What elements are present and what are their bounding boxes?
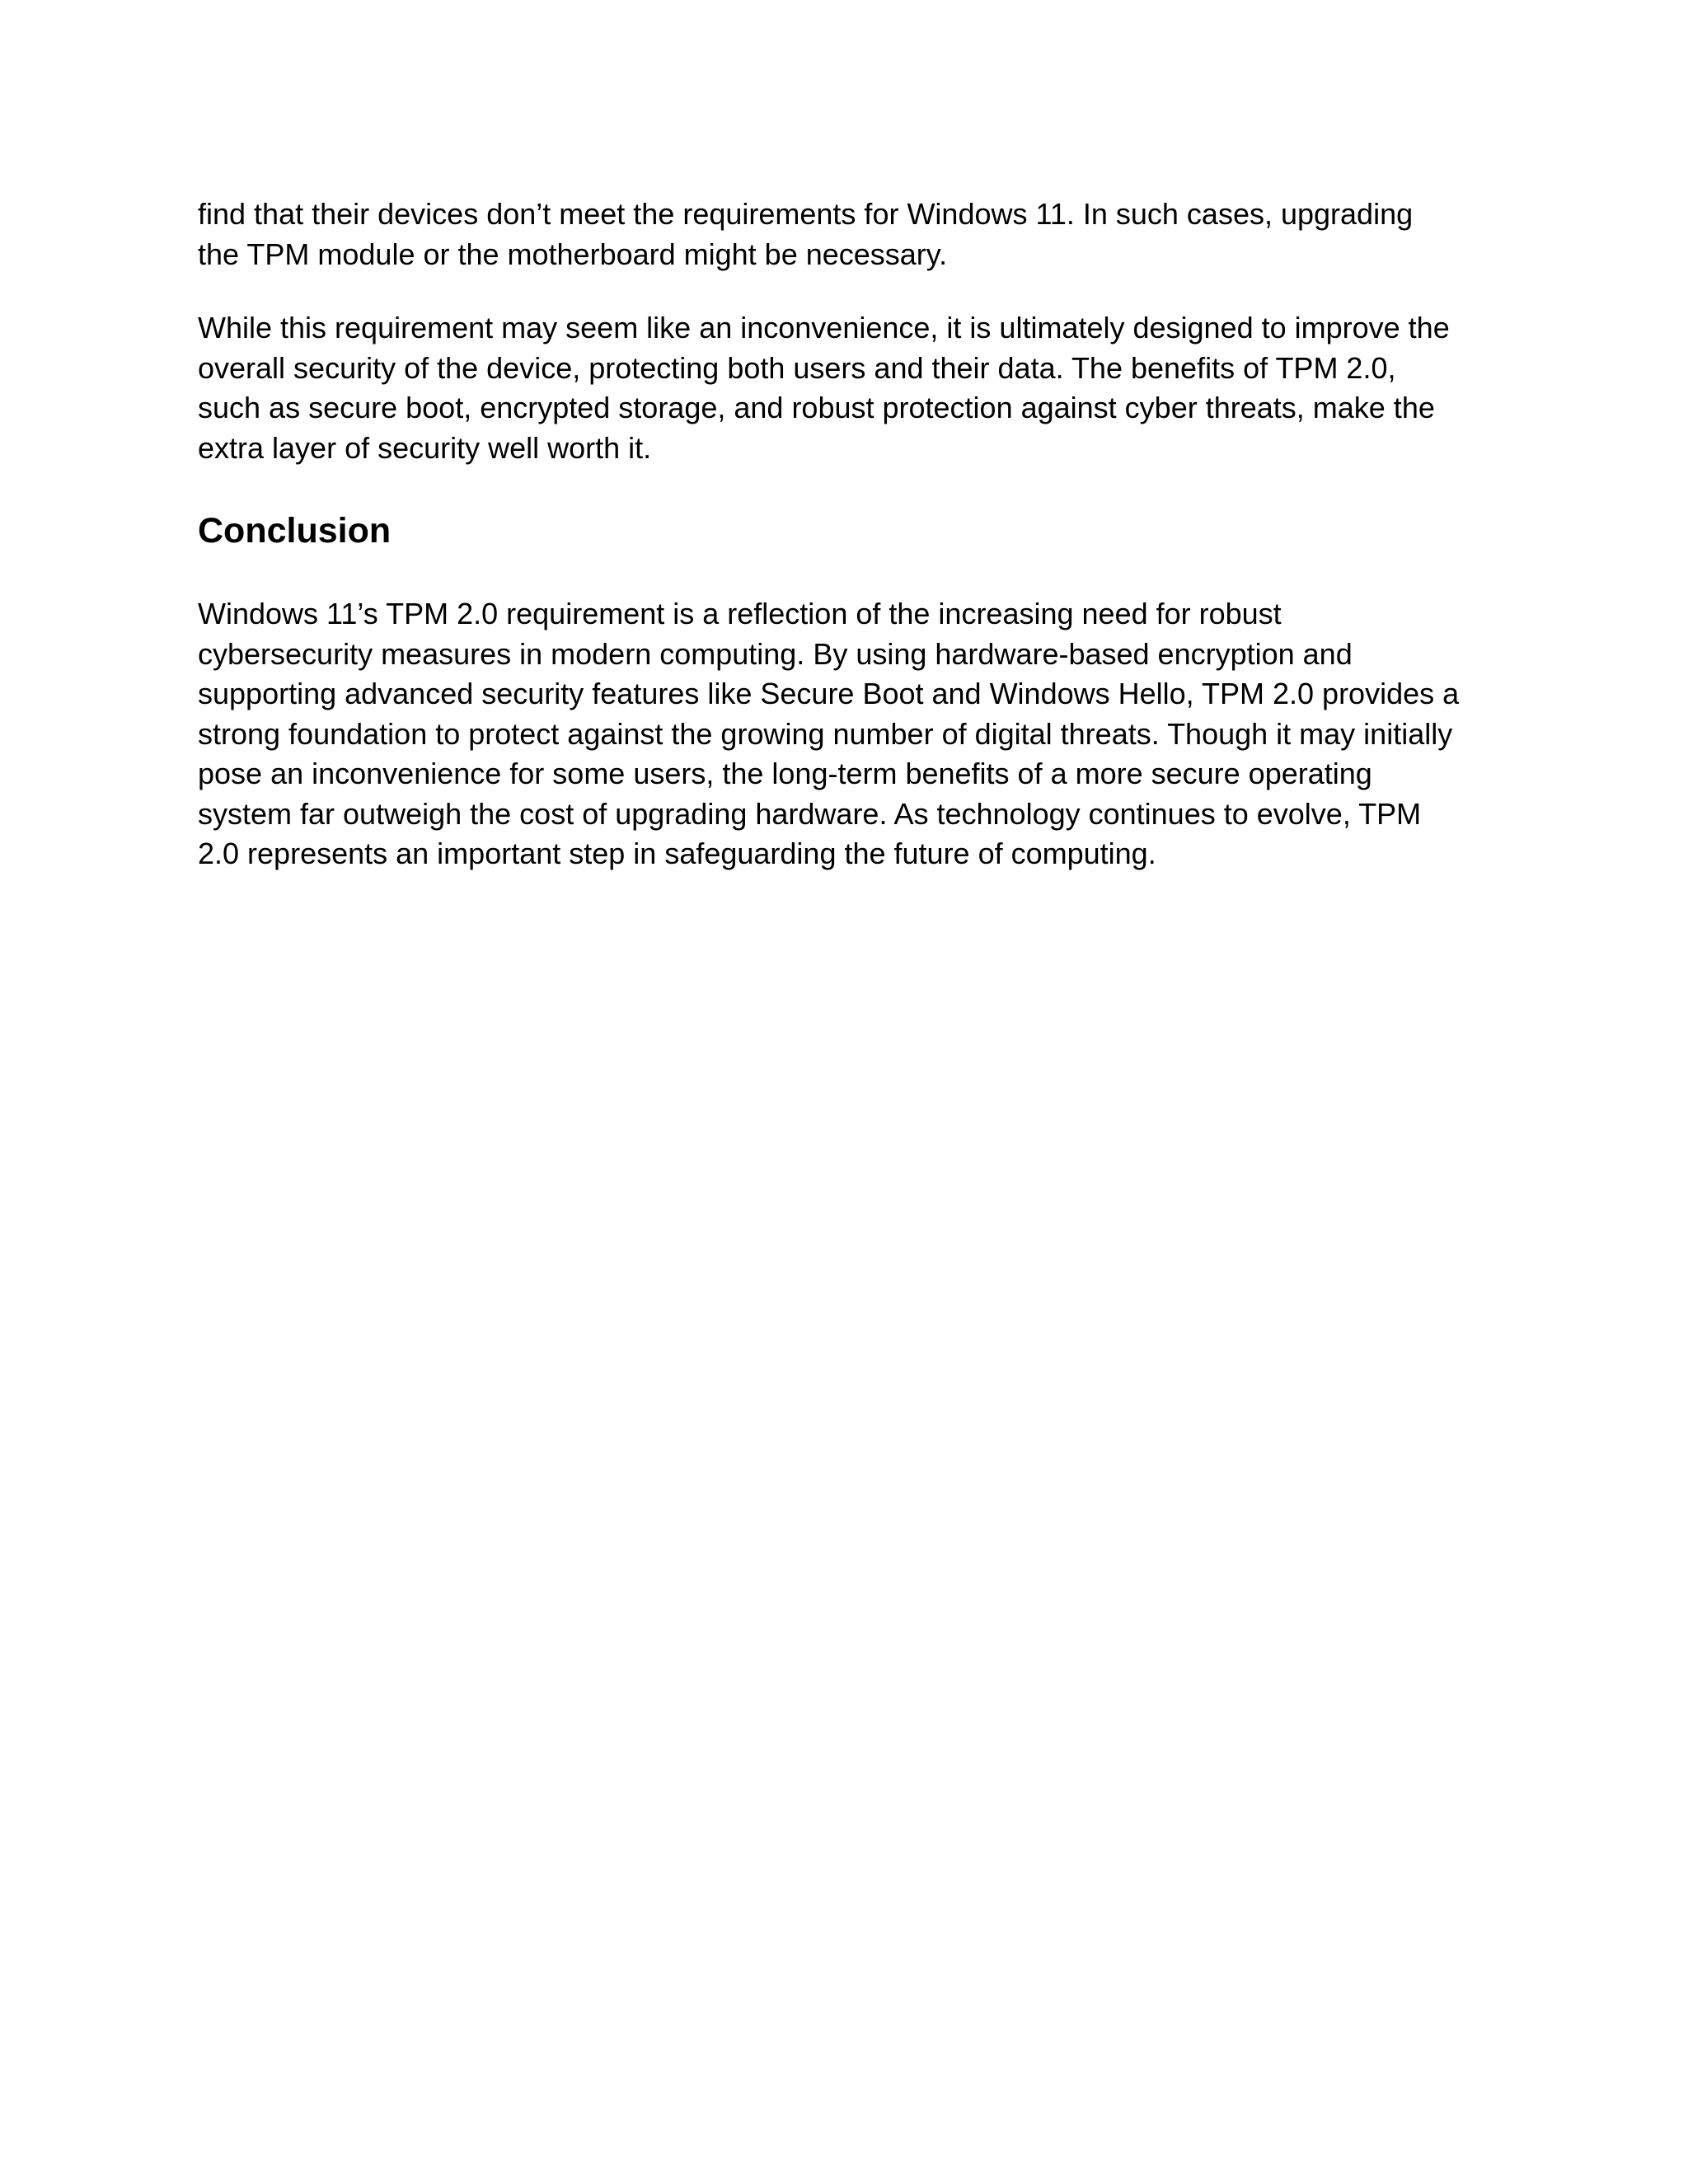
paragraph-windows-requirements <box>198 194 1500 274</box>
text-line: system far outweigh the cost of upgrading hardware. As technology continues to evolve, TPM <box>198 796 1422 831</box>
text-line: Windows 11’s TPM 2.0 requirement is a reflection of the increasing need for robust <box>198 597 1282 630</box>
text-line: pose an inconvenience for some users, the long-term benefits of a more secure operating <box>198 757 1372 790</box>
text-line: supporting advanced security features like Secure Boot and Windows Hello, TPM 2.0 provides a <box>198 677 1460 710</box>
text-line: While this requirement may seem like an inconvenience, it is ultimately designed to improve the <box>198 311 1450 344</box>
text-line: find that their devices don’t meet the requirements for Windows 11. In such cases, upgrading <box>198 197 1414 231</box>
text-line: such as secure boot, encrypted storage, and robust protection against cyber threats, make the <box>198 391 1435 424</box>
text-line: extra layer of security well worth it. <box>198 430 652 465</box>
conclusion-heading: Conclusion <box>198 511 392 551</box>
text-line: strong foundation to protect against the growing number of digital threats. Though it may initially <box>198 716 1453 751</box>
text-line: cybersecurity measures in modern computing. By using hardware-based encryption and <box>198 636 1353 671</box>
text-line: the TPM module or the motherboard might be necessary. <box>198 237 948 271</box>
document-body <box>198 194 1500 874</box>
text-line: overall security of the device, protecting both users and their data. The benefits of TPM 2.0, <box>198 350 1396 385</box>
paragraph-security-benefits <box>198 308 1500 468</box>
paragraph-conclusion <box>198 594 1500 874</box>
text-line: 2.0 represents an important step in safeguarding the future of computing. <box>198 837 1156 870</box>
